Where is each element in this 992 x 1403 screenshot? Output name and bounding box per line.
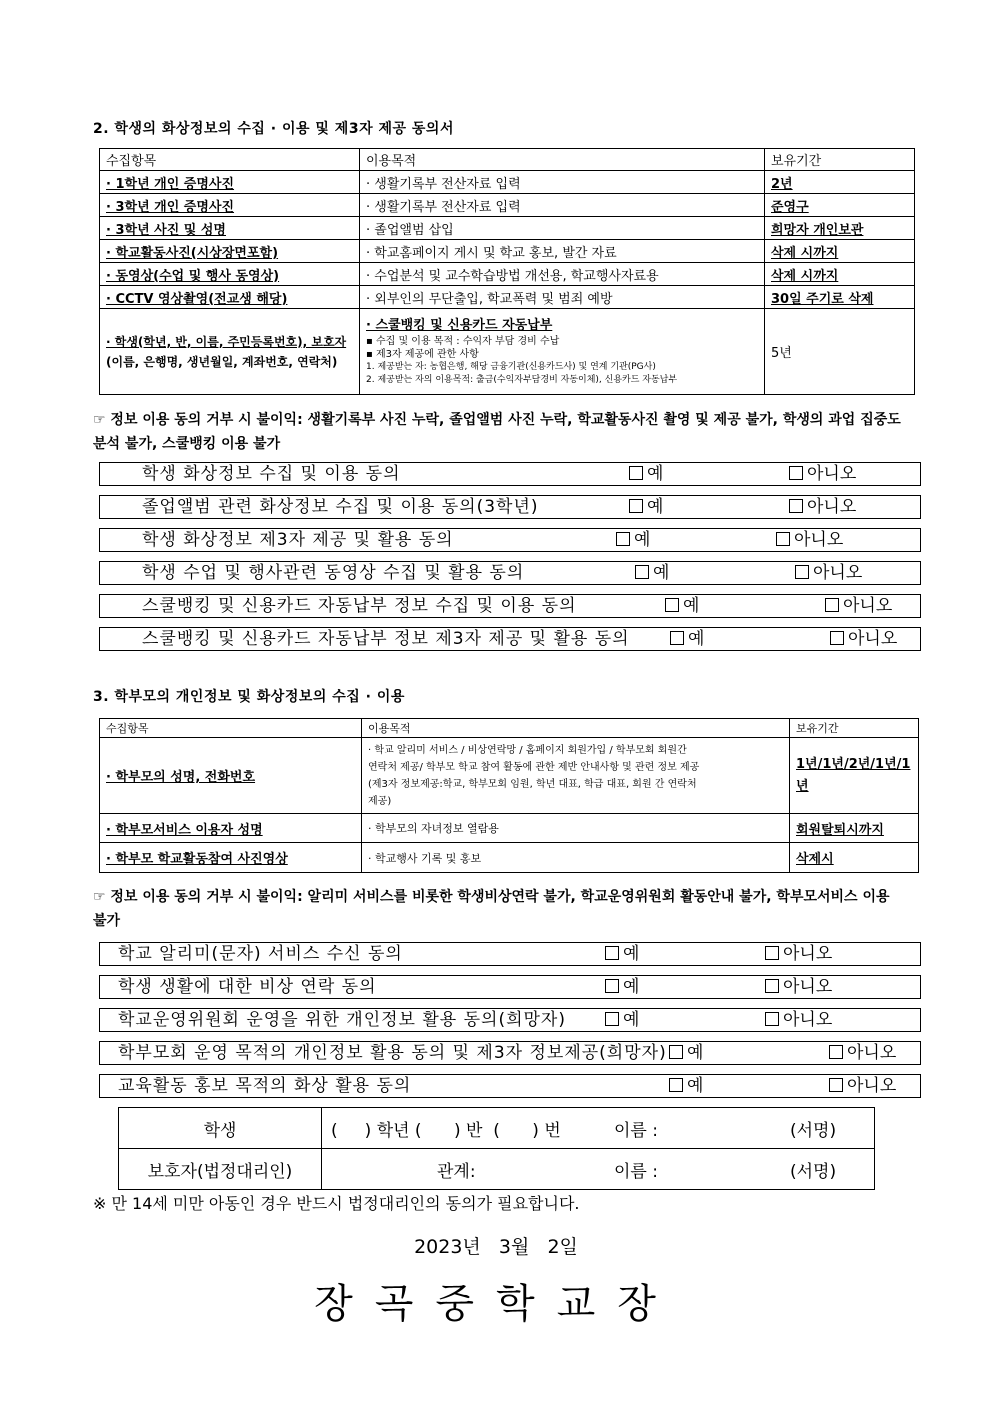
row-period: 2년	[771, 176, 793, 192]
checkbox-icon	[635, 565, 649, 579]
consent-row	[99, 1008, 921, 1032]
consent-yes[interactable]: 예	[616, 529, 650, 551]
consent-label: 스쿨뱅킹 및 신용카드 자동납부 정보 수집 및 이용 동의	[142, 596, 577, 616]
consent-no[interactable]: 아니오	[829, 1042, 896, 1064]
guardian-sign-row	[119, 1149, 875, 1190]
banking-purpose-line4: 2. 제공받는 자의 이용목적: 출금(수익자부담경비 자동이체), 신용카드 자동납부	[366, 374, 678, 385]
consent-no[interactable]: 아니오	[789, 496, 856, 518]
checkbox-icon	[665, 598, 679, 612]
row-item: · 학부모 학교활동참여 사진영상	[106, 852, 288, 867]
consent-no[interactable]: 아니오	[765, 1009, 832, 1031]
row-item: · CCTV 영상촬영(전교생 해당)	[106, 291, 288, 307]
table-row	[100, 263, 915, 286]
checkbox-icon	[795, 565, 809, 579]
table-header-row	[100, 149, 915, 171]
banking-purpose-line2: ▪ 제3자 제공에 관한 사항	[366, 348, 479, 360]
parent-info-table	[99, 718, 919, 873]
row-item: · 학교활동사진(시상장면포함)	[106, 245, 279, 261]
row-item: · 학부모서비스 이용자 성명	[106, 822, 263, 838]
consent-yes[interactable]: 예	[669, 1075, 703, 1097]
table-row-banking	[100, 309, 915, 395]
checkbox-icon	[605, 979, 619, 993]
consent-label: 졸업앨범 관련 화상정보 수집 및 이용 동의(3학년)	[142, 497, 539, 517]
row-item: · 1학년 개인 증명사진	[106, 176, 235, 192]
student-grade-class-number[interactable]: ( ) 학년 ( ) 반 ( ) 번	[331, 1121, 561, 1141]
guardian-sign[interactable]: (서명)	[790, 1162, 837, 1182]
table-row	[100, 194, 915, 217]
header-period: 보유기간	[790, 719, 919, 738]
checkbox-icon	[789, 466, 803, 480]
consent-no[interactable]: 아니오	[795, 562, 862, 584]
row-period: 희망자 개인보관	[771, 222, 864, 238]
checkbox-icon	[830, 631, 844, 645]
checkbox-icon	[789, 499, 803, 513]
consent-row	[99, 594, 921, 618]
consent-no[interactable]: 아니오	[829, 1075, 896, 1097]
consent-row	[99, 942, 921, 966]
header-period: 보유기간	[765, 149, 915, 171]
consent-yes[interactable]: 예	[605, 1009, 639, 1031]
consent-yes[interactable]: 예	[605, 976, 639, 998]
checkbox-icon	[616, 532, 630, 546]
row-purpose-line1: · 학교 알리미 서비스 / 비상연락망 / 홈페이지 회원가입 / 학부모회 회원간	[368, 744, 687, 756]
row-period: 준영구	[771, 199, 809, 215]
checkbox-icon	[825, 598, 839, 612]
header-purpose: 이용목적	[360, 149, 765, 171]
checkbox-icon	[669, 1078, 683, 1092]
row-item: · 3학년 개인 증명사진	[106, 199, 235, 215]
consent-label: 학교운영위원회 운영을 위한 개인정보 활용 동의(희망자)	[118, 1010, 566, 1030]
guardian-label: 보호자(법정대리인)	[119, 1149, 322, 1190]
section2-title: 2. 학생의 화상정보의 수집 · 이용 및 제3자 제공 동의서	[93, 121, 454, 137]
row-purpose-line3: (제3자 정보제공:학교, 학부모회 임원, 학년 대표, 학급 대표, 회원 간 연락처	[368, 778, 697, 790]
row-period: 회원탈퇴시까지	[796, 822, 884, 838]
checkbox-icon	[829, 1078, 843, 1092]
checkbox-icon	[629, 466, 643, 480]
consent-label: 학교 알리미(문자) 서비스 수신 동의	[118, 944, 403, 964]
consent-label: 학생 수업 및 행사관련 동영상 수집 및 활용 동의	[142, 563, 525, 583]
consent-yes[interactable]: 예	[669, 1042, 703, 1064]
section2-note: ☞ 정보 이용 동의 거부 시 불이익: 생활기록부 사진 누락, 졸업앨범 사진 누락, 학교활동사진 촬영 및 제공 불가, 학생의 과업 집중도 분석 불가, 스쿨뱅킹 이용 불가	[93, 412, 901, 452]
row-period: 30일 주기로 삭제	[771, 291, 874, 307]
consent-yes[interactable]: 예	[605, 943, 639, 965]
consent-row	[99, 495, 921, 519]
row-purpose: · 학교행사 기록 및 홍보	[362, 843, 790, 873]
table-row	[100, 843, 919, 873]
consent-row	[99, 462, 921, 486]
consent-row	[99, 975, 921, 999]
row-purpose: · 학교홈페이지 게시 및 학교 홍보, 발간 자료	[360, 240, 765, 263]
row-period: 삭제 시까지	[771, 245, 839, 261]
header-item: 수집항목	[100, 149, 360, 171]
banking-item-line2: (이름, 은행명, 생년월일, 계좌번호, 연락처)	[106, 354, 338, 369]
checkbox-icon	[765, 979, 779, 993]
consent-row	[99, 1074, 921, 1098]
row-item: · 동영상(수업 및 행사 동영상)	[106, 268, 280, 284]
consent-no[interactable]: 아니오	[789, 463, 856, 485]
consent-label: 교육활동 홍보 목적의 화상 활용 동의	[118, 1076, 412, 1096]
banking-purpose-title: · 스쿨뱅킹 및 신용카드 자동납부	[366, 317, 553, 333]
banking-period: 5년	[765, 309, 915, 395]
student-label: 학생	[119, 1108, 322, 1149]
student-image-table	[99, 148, 915, 395]
header-item: 수집항목	[100, 719, 362, 738]
consent-label: 학생 화상정보 제3자 제공 및 활용 동의	[142, 530, 454, 550]
table-row	[100, 217, 915, 240]
guardian-name-label[interactable]: 이름 :	[614, 1162, 658, 1182]
consent-label: 학생 화상정보 수집 및 이용 동의	[142, 464, 401, 484]
row-period: 삭제 시까지	[771, 268, 839, 284]
signature-table	[118, 1107, 875, 1190]
checkbox-icon	[765, 946, 779, 960]
checkbox-icon	[605, 946, 619, 960]
table-row	[100, 240, 915, 263]
student-sign[interactable]: (서명)	[790, 1121, 837, 1141]
row-purpose: · 외부인의 무단출입, 학교폭력 및 범죄 예방	[360, 286, 765, 309]
row-period: 삭제시	[796, 852, 834, 867]
row-period-line2: 년	[796, 778, 809, 794]
consent-no[interactable]: 아니오	[825, 595, 892, 617]
consent-row	[99, 1041, 921, 1065]
consent-label: 학부모회 운영 목적의 개인정보 활용 동의 및 제3자 정보제공(희망자)	[118, 1043, 667, 1063]
consent-no[interactable]: 아니오	[765, 976, 832, 998]
row-purpose: · 수업분석 및 교수학습방법 개선용, 학교행사자료용	[360, 263, 765, 286]
consent-row	[99, 561, 921, 585]
row-purpose: · 생활기록부 전산자료 입력	[360, 194, 765, 217]
table-header-row	[100, 719, 919, 738]
checkbox-icon	[829, 1045, 843, 1059]
table-row	[100, 738, 919, 814]
row-item: · 3학년 사진 및 성명	[106, 222, 226, 238]
document-date: 2023년 3월 2일	[414, 1236, 578, 1258]
school-principal: 장곡중학교장	[314, 1281, 678, 1327]
row-item: · 학부모의 성명, 전화번호	[106, 770, 256, 785]
consent-yes[interactable]: 예	[629, 463, 663, 485]
row-purpose-line2: 연락처 제공/ 학부모 학교 참여 활동에 관한 제반 안내사항 및 관련 정보 제공	[368, 761, 700, 773]
table-row	[100, 814, 919, 843]
table-row	[100, 171, 915, 194]
checkbox-icon	[776, 532, 790, 546]
header-purpose: 이용목적	[362, 719, 790, 738]
consent-label: 학생 생활에 대한 비상 연락 동의	[118, 977, 377, 997]
student-name-label[interactable]: 이름 :	[614, 1121, 658, 1141]
section3-note: ☞ 정보 이용 동의 거부 시 불이익: 알리미 서비스를 비롯한 학생비상연락 불가, 학교운영위원회 활동안내 불가, 학부모서비스 이용 불가	[93, 889, 890, 929]
row-purpose: · 졸업앨범 삽입	[360, 217, 765, 240]
consent-yes[interactable]: 예	[635, 562, 669, 584]
consent-no[interactable]: 아니오	[765, 943, 832, 965]
checkbox-icon	[629, 499, 643, 513]
consent-no[interactable]: 아니오	[776, 529, 843, 551]
row-purpose: · 학부모의 자녀정보 열람용	[362, 814, 790, 843]
student-sign-row	[119, 1108, 875, 1149]
consent-yes[interactable]: 예	[629, 496, 663, 518]
consent-label: 스쿨뱅킹 및 신용카드 자동납부 정보 제3자 제공 및 활용 동의	[142, 629, 630, 649]
relation-label[interactable]: 관계:	[437, 1162, 476, 1182]
row-purpose-line4: 제공)	[368, 795, 392, 807]
banking-item-line1: · 학생(학년, 반, 이름, 주민등록번호), 보호자	[106, 334, 347, 349]
consent-yes[interactable]: 예	[665, 595, 699, 617]
section3-title: 3. 학부모의 개인정보 및 화상정보의 수집 · 이용	[93, 689, 405, 705]
consent-row	[99, 627, 921, 651]
checkbox-icon	[669, 1045, 683, 1059]
footnote: ※ 만 14세 미만 아동인 경우 반드시 법정대리인의 동의가 필요합니다.	[93, 1194, 580, 1213]
consent-yes[interactable]: 예	[670, 628, 704, 650]
checkbox-icon	[605, 1012, 619, 1026]
consent-row	[99, 528, 921, 552]
table-row	[100, 286, 915, 309]
banking-purpose-line1: ▪ 수집 및 이용 목적 : 수익자 부담 경비 수납	[366, 335, 560, 347]
row-purpose: · 생활기록부 전산자료 입력	[360, 171, 765, 194]
row-period-line1: 1년/1년/2년/1년/1	[796, 756, 911, 772]
checkbox-icon	[765, 1012, 779, 1026]
consent-no[interactable]: 아니오	[830, 628, 897, 650]
banking-purpose-line3: 1. 제공받는 자: 농협은행, 해당 금융기관(신용카드사) 및 연계 기관(PG사)	[366, 361, 656, 372]
checkbox-icon	[670, 631, 684, 645]
